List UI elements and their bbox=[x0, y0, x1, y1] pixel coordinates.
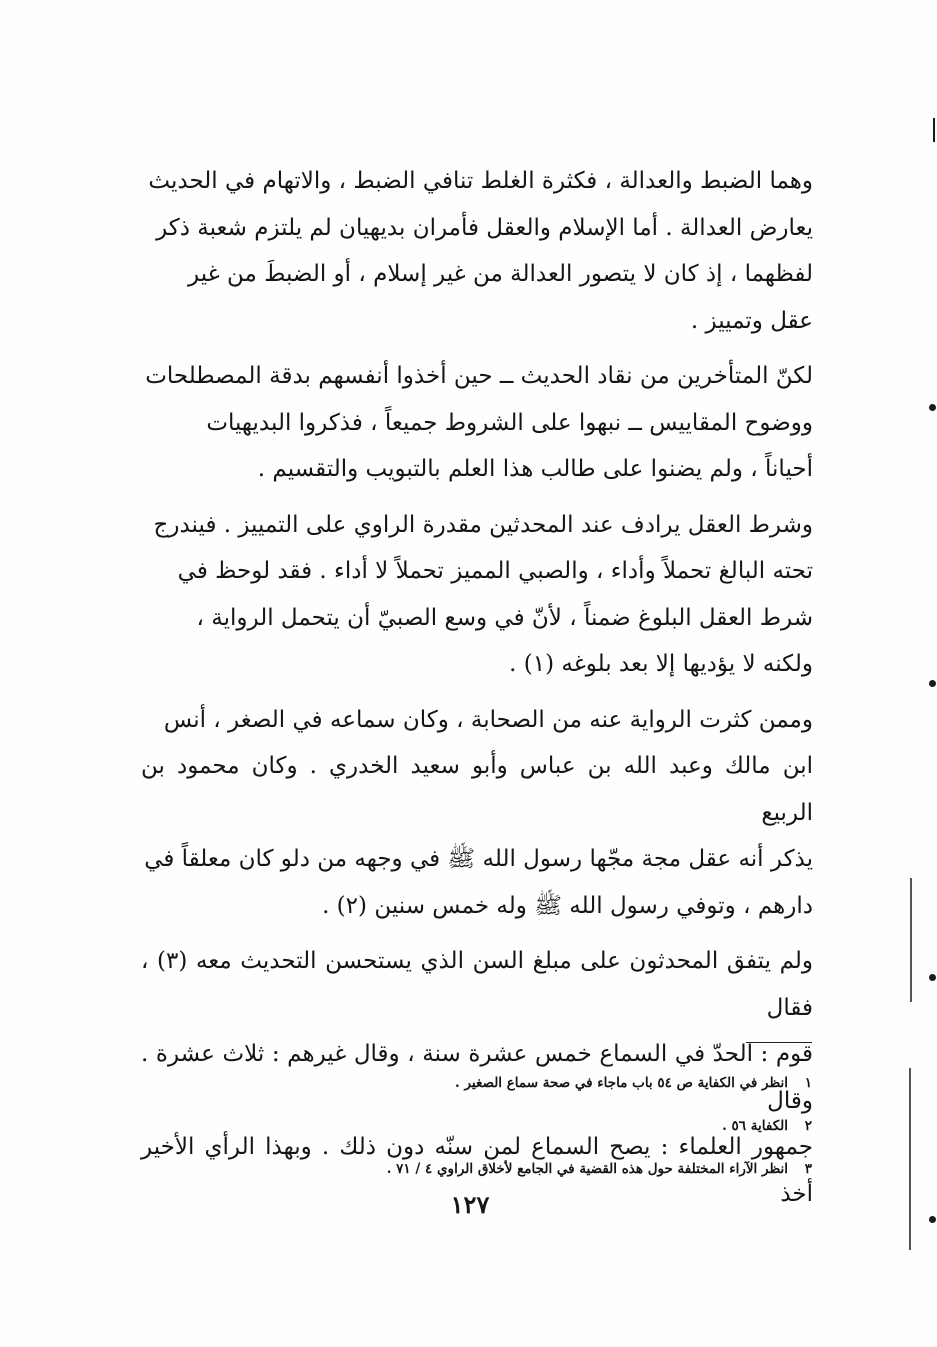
paragraph-1 bbox=[141, 158, 813, 344]
text-line: ووضوح المقاييس ــ نبهوا على الشروط جميعاً ، فذكروا البديهيات bbox=[206, 409, 813, 436]
scan-mark bbox=[929, 404, 936, 411]
scan-mark bbox=[929, 1216, 936, 1223]
footnote-number: ١ bbox=[804, 1075, 812, 1091]
text-line: يعارض العدالة . أما الإسلام والعقل فأمران بديهيان لم يلتزم شعبة ذكر bbox=[156, 214, 813, 241]
text-line: قوم : الحدّ في السماع خمس عشرة سنة ، وقال غيرهم : ثلاث عشرة . وقال bbox=[141, 1041, 813, 1114]
footnote-3 bbox=[250, 1148, 812, 1191]
footnote-text: انظر في الكفاية ص ٥٤ باب ماجاء في صحة سماع الصغير . bbox=[455, 1075, 789, 1091]
text-line: وممن كثرت الرواية عنه من الصحابة ، وكان سماعه في الصغر ، أنس bbox=[163, 706, 813, 733]
footnote-2 bbox=[250, 1105, 812, 1148]
footnotes bbox=[250, 1062, 812, 1191]
footnote-text: الكفاية ٥٦ . bbox=[722, 1118, 789, 1134]
text-line: شرط العقل البلوغ ضمناً ، لأنّ في وسع الصبيّ أن يتحمل الرواية ، bbox=[196, 604, 813, 631]
text-line: لكنّ المتأخرين من نقاد الحديث ــ حين أخذوا أنفسهم بدقة المصطلحات bbox=[145, 363, 813, 389]
paragraph-3 bbox=[141, 502, 813, 688]
scan-mark bbox=[933, 118, 935, 142]
paragraph-2 bbox=[141, 353, 813, 493]
text-line: تحته البالغ تحملاً وأداء ، والصبي المميز تحملاً لا أداء . فقد لوحظ في bbox=[177, 558, 813, 584]
text-line: أحياناً ، ولم يضنوا على طالب هذا العلم بالتبويب والتقسيم . bbox=[257, 456, 813, 482]
text-line: عقل وتمييز . bbox=[690, 307, 813, 334]
text-line: وهما الضبط والعدالة ، فكثرة الغلط تنافي الضبط ، والاتهام في الحديث bbox=[148, 168, 813, 194]
scan-mark bbox=[929, 974, 936, 981]
footnote-number: ٢ bbox=[804, 1118, 812, 1134]
text-line: ولم يتفق المحدثون على مبلغ السن الذي يستحسن التحديث معه (٣) ، فقال bbox=[141, 948, 813, 1021]
footnote-separator bbox=[746, 1042, 812, 1043]
text-line: لفظهما ، إذ كان لا يتصور العدالة من غير إسلام ، أو الضبطَ من غير bbox=[188, 261, 813, 287]
text-line: وشرط العقل يرادف عند المحدثين مقدرة الراوي على التمييز . فيندرج bbox=[153, 511, 813, 538]
footnote-1 bbox=[250, 1062, 812, 1105]
text-line: دارهم ، وتوفي رسول الله ﷺ وله خمس سنين (٢) . bbox=[322, 892, 813, 919]
scan-mark bbox=[910, 878, 912, 1002]
text-line: ولكنه لا يؤديها إلا بعد بلوغه (١) . bbox=[509, 651, 813, 677]
text-line: ابن مالك وعبد الله بن عباس وأبو سعيد الخدري . وكان محمود بن الربيع bbox=[141, 753, 813, 826]
page-number: ١٢٧ bbox=[450, 1190, 490, 1219]
footnote-number: ٣ bbox=[804, 1161, 812, 1177]
footnote-text: انظر الآراء المختلفة حول هذه القضية في الجامع لأخلاق الراوي ٤ / ٧١ . bbox=[386, 1161, 789, 1177]
text-line: جمهور العلماء : يصح السماع لمن سنّه دون ذلك . وبهذا الرأي الأخير أخذ bbox=[141, 1134, 813, 1207]
text-line: يذكر أنه عقل مجة مجّها رسول الله ﷺ في وجهه من دلو كان معلقاً في bbox=[144, 846, 813, 872]
paragraph-4 bbox=[141, 697, 813, 930]
scan-mark bbox=[909, 1068, 911, 1250]
scan-mark bbox=[929, 680, 936, 687]
